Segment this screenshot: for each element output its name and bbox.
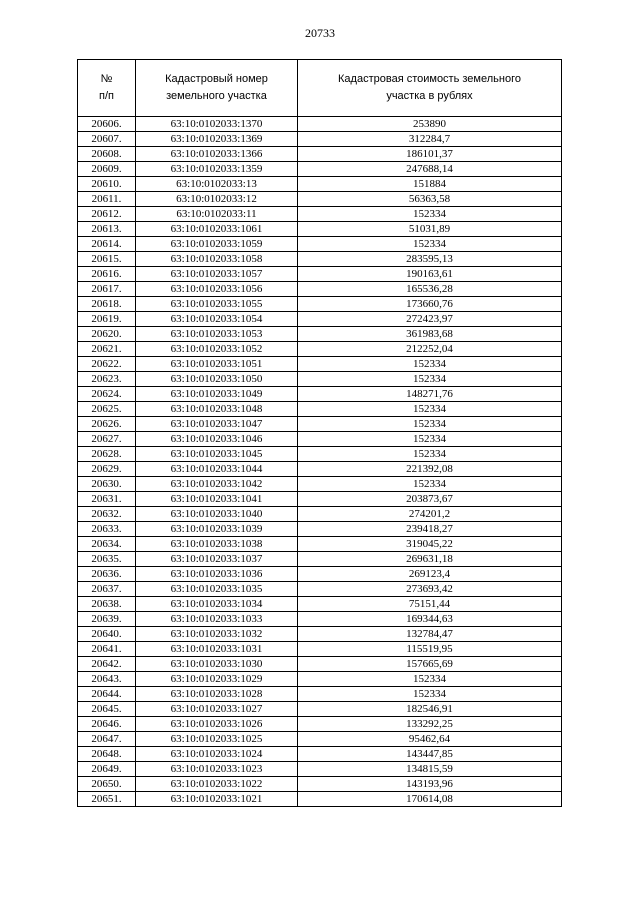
cadastral-value-cell: 269631,18 [298, 552, 562, 567]
table-row [78, 402, 562, 417]
cadastral-value-cell: 170614,08 [298, 792, 562, 807]
table-row [78, 507, 562, 522]
row-number-cell: 20614. [78, 237, 136, 252]
cadastral-number-cell: 63:10:0102033:1045 [136, 447, 298, 462]
cadastral-value-cell: 143447,85 [298, 747, 562, 762]
cadastral-value-cell: 312284,7 [298, 132, 562, 147]
cadastral-value-cell: 152334 [298, 432, 562, 447]
header-cadastral-value [298, 60, 562, 117]
table-header [78, 60, 562, 117]
cadastral-number-cell: 63:10:0102033:1034 [136, 597, 298, 612]
table-row [78, 447, 562, 462]
cadastral-value-cell: 247688,14 [298, 162, 562, 177]
cadastral-number-cell: 63:10:0102033:1038 [136, 537, 298, 552]
row-number-cell: 20618. [78, 297, 136, 312]
header-cadastral-value-line2: участка в рублях [386, 90, 473, 102]
row-number-cell: 20639. [78, 612, 136, 627]
table-row [78, 432, 562, 447]
row-number-cell: 20646. [78, 717, 136, 732]
row-number-cell: 20607. [78, 132, 136, 147]
row-number-cell: 20629. [78, 462, 136, 477]
cadastral-number-cell: 63:10:0102033:1042 [136, 477, 298, 492]
cadastral-value-cell: 75151,44 [298, 597, 562, 612]
table-row [78, 702, 562, 717]
cadastral-number-cell: 63:10:0102033:1369 [136, 132, 298, 147]
row-number-cell: 20622. [78, 357, 136, 372]
cadastral-number-cell: 63:10:0102033:1061 [136, 222, 298, 237]
table-row [78, 222, 562, 237]
cadastral-value-cell: 269123,4 [298, 567, 562, 582]
cadastral-number-cell: 63:10:0102033:1057 [136, 267, 298, 282]
cadastral-number-cell: 63:10:0102033:1041 [136, 492, 298, 507]
row-number-cell: 20615. [78, 252, 136, 267]
cadastral-value-cell: 152334 [298, 447, 562, 462]
cadastral-value-cell: 152334 [298, 417, 562, 432]
row-number-cell: 20625. [78, 402, 136, 417]
table-row [78, 597, 562, 612]
cadastral-value-cell: 361983,68 [298, 327, 562, 342]
table-row [78, 717, 562, 732]
cadastral-value-cell: 148271,76 [298, 387, 562, 402]
table-row [78, 312, 562, 327]
table-row [78, 237, 562, 252]
cadastral-value-cell: 253890 [298, 117, 562, 132]
row-number-cell: 20633. [78, 522, 136, 537]
cadastral-number-cell: 63:10:0102033:1052 [136, 342, 298, 357]
header-cadastral-number [136, 60, 298, 117]
table-row [78, 477, 562, 492]
cadastral-value-cell: 272423,97 [298, 312, 562, 327]
table-row [78, 567, 562, 582]
cadastral-number-cell: 63:10:0102033:1048 [136, 402, 298, 417]
cadastral-value-cell: 173660,76 [298, 297, 562, 312]
cadastral-value-cell: 133292,25 [298, 717, 562, 732]
table-row [78, 687, 562, 702]
cadastral-value-cell: 152334 [298, 357, 562, 372]
row-number-cell: 20635. [78, 552, 136, 567]
cadastral-value-cell: 221392,08 [298, 462, 562, 477]
table-row [78, 462, 562, 477]
cadastral-number-cell: 63:10:0102033:1037 [136, 552, 298, 567]
cadastral-number-cell: 63:10:0102033:1021 [136, 792, 298, 807]
row-number-cell: 20647. [78, 732, 136, 747]
cadastral-value-cell: 152334 [298, 372, 562, 387]
table-row [78, 342, 562, 357]
table-row [78, 537, 562, 552]
cadastral-value-cell: 152334 [298, 672, 562, 687]
table-row [78, 327, 562, 342]
row-number-cell: 20609. [78, 162, 136, 177]
cadastral-number-cell: 63:10:0102033:1026 [136, 717, 298, 732]
row-number-cell: 20637. [78, 582, 136, 597]
table-row [78, 672, 562, 687]
table-row [78, 357, 562, 372]
cadastral-number-cell: 63:10:0102033:1039 [136, 522, 298, 537]
row-number-cell: 20608. [78, 147, 136, 162]
header-row-number-line1: № [100, 73, 113, 85]
table-row [78, 417, 562, 432]
cadastral-value-cell: 56363,58 [298, 192, 562, 207]
row-number-cell: 20642. [78, 657, 136, 672]
cadastral-value-cell: 182546,91 [298, 702, 562, 717]
row-number-cell: 20643. [78, 672, 136, 687]
cadastral-number-cell: 63:10:0102033:1359 [136, 162, 298, 177]
row-number-cell: 20623. [78, 372, 136, 387]
row-number-cell: 20606. [78, 117, 136, 132]
cadastral-number-cell: 63:10:0102033:1053 [136, 327, 298, 342]
cadastral-value-cell: 152334 [298, 402, 562, 417]
cadastral-number-cell: 63:10:0102033:1370 [136, 117, 298, 132]
table-row [78, 252, 562, 267]
cadastral-number-cell: 63:10:0102033:1024 [136, 747, 298, 762]
table-body [78, 117, 562, 807]
cadastral-value-cell: 283595,13 [298, 252, 562, 267]
table-row [78, 522, 562, 537]
cadastral-number-cell: 63:10:0102033:1047 [136, 417, 298, 432]
cadastral-value-cell: 169344,63 [298, 612, 562, 627]
row-number-cell: 20619. [78, 312, 136, 327]
table-row [78, 192, 562, 207]
cadastral-value-cell: 134815,59 [298, 762, 562, 777]
cadastre-table [77, 59, 562, 807]
cadastral-number-cell: 63:10:0102033:1059 [136, 237, 298, 252]
cadastral-number-cell: 63:10:0102033:1051 [136, 357, 298, 372]
cadastral-number-cell: 63:10:0102033:11 [136, 207, 298, 222]
table-row [78, 132, 562, 147]
table-row [78, 372, 562, 387]
row-number-cell: 20641. [78, 642, 136, 657]
cadastral-number-cell: 63:10:0102033:12 [136, 192, 298, 207]
row-number-cell: 20650. [78, 777, 136, 792]
cadastral-number-cell: 63:10:0102033:1044 [136, 462, 298, 477]
header-row-number [78, 60, 136, 117]
cadastral-number-cell: 63:10:0102033:1054 [136, 312, 298, 327]
table-row [78, 732, 562, 747]
cadastral-value-cell: 132784,47 [298, 627, 562, 642]
cadastral-number-cell: 63:10:0102033:1022 [136, 777, 298, 792]
table-row [78, 762, 562, 777]
row-number-cell: 20620. [78, 327, 136, 342]
cadastral-number-cell: 63:10:0102033:1025 [136, 732, 298, 747]
row-number-cell: 20631. [78, 492, 136, 507]
header-cadastral-number-line2: земельного участка [166, 90, 267, 102]
cadastral-value-cell: 95462,64 [298, 732, 562, 747]
cadastral-value-cell: 152334 [298, 477, 562, 492]
row-number-cell: 20636. [78, 567, 136, 582]
cadastral-value-cell: 152334 [298, 207, 562, 222]
cadastral-number-cell: 63:10:0102033:1046 [136, 432, 298, 447]
cadastral-number-cell: 63:10:0102033:1023 [136, 762, 298, 777]
row-number-cell: 20630. [78, 477, 136, 492]
table-row [78, 642, 562, 657]
cadastral-value-cell: 152334 [298, 687, 562, 702]
page-number: 20733 [305, 26, 335, 40]
row-number-cell: 20617. [78, 282, 136, 297]
cadastral-number-cell: 63:10:0102033:1031 [136, 642, 298, 657]
row-number-cell: 20612. [78, 207, 136, 222]
cadastral-number-cell: 63:10:0102033:1056 [136, 282, 298, 297]
cadastral-value-cell: 319045,22 [298, 537, 562, 552]
cadastral-number-cell: 63:10:0102033:1040 [136, 507, 298, 522]
row-number-cell: 20632. [78, 507, 136, 522]
cadastral-value-cell: 143193,96 [298, 777, 562, 792]
table-row [78, 777, 562, 792]
table-row [78, 612, 562, 627]
table-row [78, 117, 562, 132]
row-number-cell: 20628. [78, 447, 136, 462]
header-row-number-line2: п/п [99, 90, 114, 102]
table-row [78, 552, 562, 567]
row-number-cell: 20627. [78, 432, 136, 447]
cadastral-value-cell: 273693,42 [298, 582, 562, 597]
cadastral-number-cell: 63:10:0102033:1055 [136, 297, 298, 312]
row-number-cell: 20649. [78, 762, 136, 777]
table-row [78, 657, 562, 672]
table-row [78, 627, 562, 642]
cadastral-number-cell: 63:10:0102033:1028 [136, 687, 298, 702]
cadastral-value-cell: 203873,67 [298, 492, 562, 507]
cadastral-value-cell: 152334 [298, 237, 562, 252]
cadastral-value-cell: 186101,37 [298, 147, 562, 162]
cadastral-value-cell: 239418,27 [298, 522, 562, 537]
cadastral-number-cell: 63:10:0102033:1030 [136, 657, 298, 672]
row-number-cell: 20645. [78, 702, 136, 717]
table-row [78, 492, 562, 507]
cadastral-number-cell: 63:10:0102033:1035 [136, 582, 298, 597]
cadastral-value-cell: 151884 [298, 177, 562, 192]
table-row [78, 207, 562, 222]
row-number-cell: 20638. [78, 597, 136, 612]
row-number-cell: 20616. [78, 267, 136, 282]
cadastral-value-cell: 51031,89 [298, 222, 562, 237]
header-cadastral-number-line1: Кадастровый номер [165, 73, 268, 85]
table-row [78, 747, 562, 762]
row-number-cell: 20634. [78, 537, 136, 552]
row-number-cell: 20624. [78, 387, 136, 402]
row-number-cell: 20648. [78, 747, 136, 762]
row-number-cell: 20651. [78, 792, 136, 807]
table-row [78, 162, 562, 177]
cadastral-value-cell: 115519,95 [298, 642, 562, 657]
row-number-cell: 20613. [78, 222, 136, 237]
row-number-cell: 20626. [78, 417, 136, 432]
table-row [78, 177, 562, 192]
cadastral-number-cell: 63:10:0102033:13 [136, 177, 298, 192]
row-number-cell: 20644. [78, 687, 136, 702]
cadastral-number-cell: 63:10:0102033:1032 [136, 627, 298, 642]
cadastral-number-cell: 63:10:0102033:1029 [136, 672, 298, 687]
table-row [78, 297, 562, 312]
cadastral-number-cell: 63:10:0102033:1036 [136, 567, 298, 582]
row-number-cell: 20611. [78, 192, 136, 207]
cadastral-value-cell: 212252,04 [298, 342, 562, 357]
row-number-cell: 20640. [78, 627, 136, 642]
cadastral-number-cell: 63:10:0102033:1027 [136, 702, 298, 717]
cadastral-number-cell: 63:10:0102033:1050 [136, 372, 298, 387]
cadastral-number-cell: 63:10:0102033:1033 [136, 612, 298, 627]
table-row [78, 792, 562, 807]
row-number-cell: 20610. [78, 177, 136, 192]
cadastral-number-cell: 63:10:0102033:1366 [136, 147, 298, 162]
table-row [78, 147, 562, 162]
table-row [78, 582, 562, 597]
header-row [78, 60, 562, 117]
table-row [78, 282, 562, 297]
cadastral-value-cell: 190163,61 [298, 267, 562, 282]
table-row [78, 387, 562, 402]
cadastral-value-cell: 274201,2 [298, 507, 562, 522]
cadastral-number-cell: 63:10:0102033:1058 [136, 252, 298, 267]
header-cadastral-value-line1: Кадастровая стоимость земельного [338, 73, 521, 85]
table-row [78, 267, 562, 282]
row-number-cell: 20621. [78, 342, 136, 357]
cadastral-value-cell: 165536,28 [298, 282, 562, 297]
cadastral-number-cell: 63:10:0102033:1049 [136, 387, 298, 402]
cadastral-value-cell: 157665,69 [298, 657, 562, 672]
